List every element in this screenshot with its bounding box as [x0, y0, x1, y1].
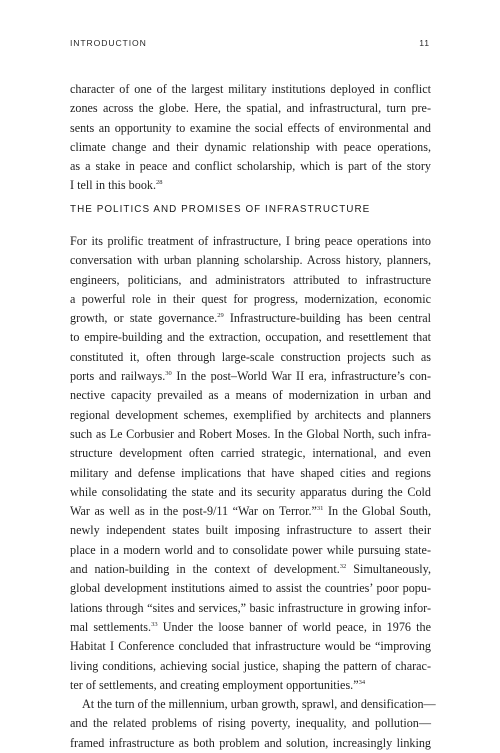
text-line	[70, 309, 431, 328]
text-line: framed infrastructure as both problem and solution, increasingly linking	[70, 735, 431, 750]
text-span: Under the loose banner of world peace, in 1976 the	[157, 619, 431, 634]
text-line: zones across the globe. Here, the spatial, and infrastructural, turn pre-	[70, 101, 431, 116]
note-reference[interactable]: 31	[316, 505, 324, 513]
text-span: and nation-building in the context of development.	[70, 562, 340, 577]
text-line: a powerful role in their quest for progress, modernization, economic	[70, 291, 431, 306]
text-line: character of one of the largest military institutions deployed in conflict	[70, 82, 431, 96]
text-line: conversation with urban planning scholarship. Across history, planners,	[70, 253, 431, 268]
text-line: place in a modern world and to consolidate power while pursuing state-	[70, 542, 431, 557]
text-line: lations through “sites and services,” basic infrastructure in growing infor-	[70, 600, 431, 615]
text-line: living conditions, achieving social justice, shaping the pattern of charac-	[70, 658, 431, 673]
text-line: structure development often carried strategic, international, and even	[70, 446, 431, 461]
running-head	[70, 38, 430, 52]
text-span: In the Global South,	[323, 504, 431, 519]
text-line: such as Le Corbusier and Robert Moses. In the Global North, such infra-	[70, 426, 431, 441]
page-number: 11	[419, 38, 430, 48]
note-reference[interactable]: 29	[217, 312, 224, 320]
text-line	[70, 695, 436, 714]
note-reference[interactable]: 28	[156, 179, 163, 187]
text-span: mal settlements.	[70, 619, 152, 634]
text-line: global development institutions aimed to assist the countries’ poor popu-	[70, 581, 431, 596]
text-line: as a stake in peace and conflict scholarship, which is part of the story	[70, 159, 431, 174]
paragraph-continued	[70, 80, 431, 196]
text-line: while consolidating the state and its security apparatus during the Cold	[70, 484, 431, 499]
text-span: ports and railways.	[70, 369, 166, 384]
text-line	[70, 560, 431, 579]
text-span: At the turn of the millennium, urban growth, sprawl, and densification—	[82, 697, 436, 712]
section-heading: THE POLITICS AND PROMISES OF INFRASTRUCTURE	[70, 204, 371, 215]
text-line: Habitat I Conference concluded that infrastructure would be “improving	[70, 639, 431, 654]
note-reference[interactable]: 34	[358, 678, 366, 686]
text-span: growth, or state governance.	[70, 311, 218, 326]
text-line: sents an opportunity to examine the social effects of environmental and	[70, 120, 431, 135]
text-line: engineers, politicians, and administrators attributed to infrastructure	[70, 272, 431, 287]
text-line	[70, 367, 431, 386]
running-head-section: INTRODUCTION	[70, 38, 147, 48]
text-line: to empire-building and the extraction, occupation, and resettlement that	[70, 330, 431, 345]
text-line: military and defense implications that have shaped cities and regions	[70, 465, 431, 480]
text-line: climate change and their dynamic relationship with peace operations,	[70, 139, 431, 154]
text-line	[70, 502, 431, 521]
note-reference[interactable]: 30	[165, 370, 172, 378]
text-span: ter of settlements, and creating employment opportunities.”	[70, 677, 359, 692]
text-line	[70, 618, 431, 637]
text-line: constituted it, often through large-scale construction projects such as	[70, 349, 431, 364]
note-reference[interactable]: 33	[151, 620, 158, 628]
note-reference[interactable]: 32	[339, 563, 347, 571]
text-span: I tell in this book.	[70, 178, 156, 193]
text-line: regional development schemes, exemplified by architects and planners	[70, 407, 431, 422]
text-line	[70, 676, 431, 695]
text-span: War as well as in the post-9/11 “War on Terror.”	[70, 504, 317, 519]
text-line: and the related problems of rising poverty, inequality, and pollution—	[70, 716, 431, 731]
text-line	[70, 176, 431, 195]
text-line: For its prolific treatment of infrastructure, I bring peace operations into	[70, 234, 431, 248]
paragraph-infrastructure	[70, 232, 436, 753]
text-line: nective capacity prevailed as a means of modernization in urban and	[70, 388, 431, 403]
text-line: newly independent states built imposing infrastructure to assert their	[70, 523, 431, 538]
text-span: Infrastructure-building has been central	[223, 311, 431, 326]
text-span: Simultaneously,	[346, 562, 431, 577]
text-span: In the post–World War II era, infrastructure’s con-	[171, 369, 431, 384]
